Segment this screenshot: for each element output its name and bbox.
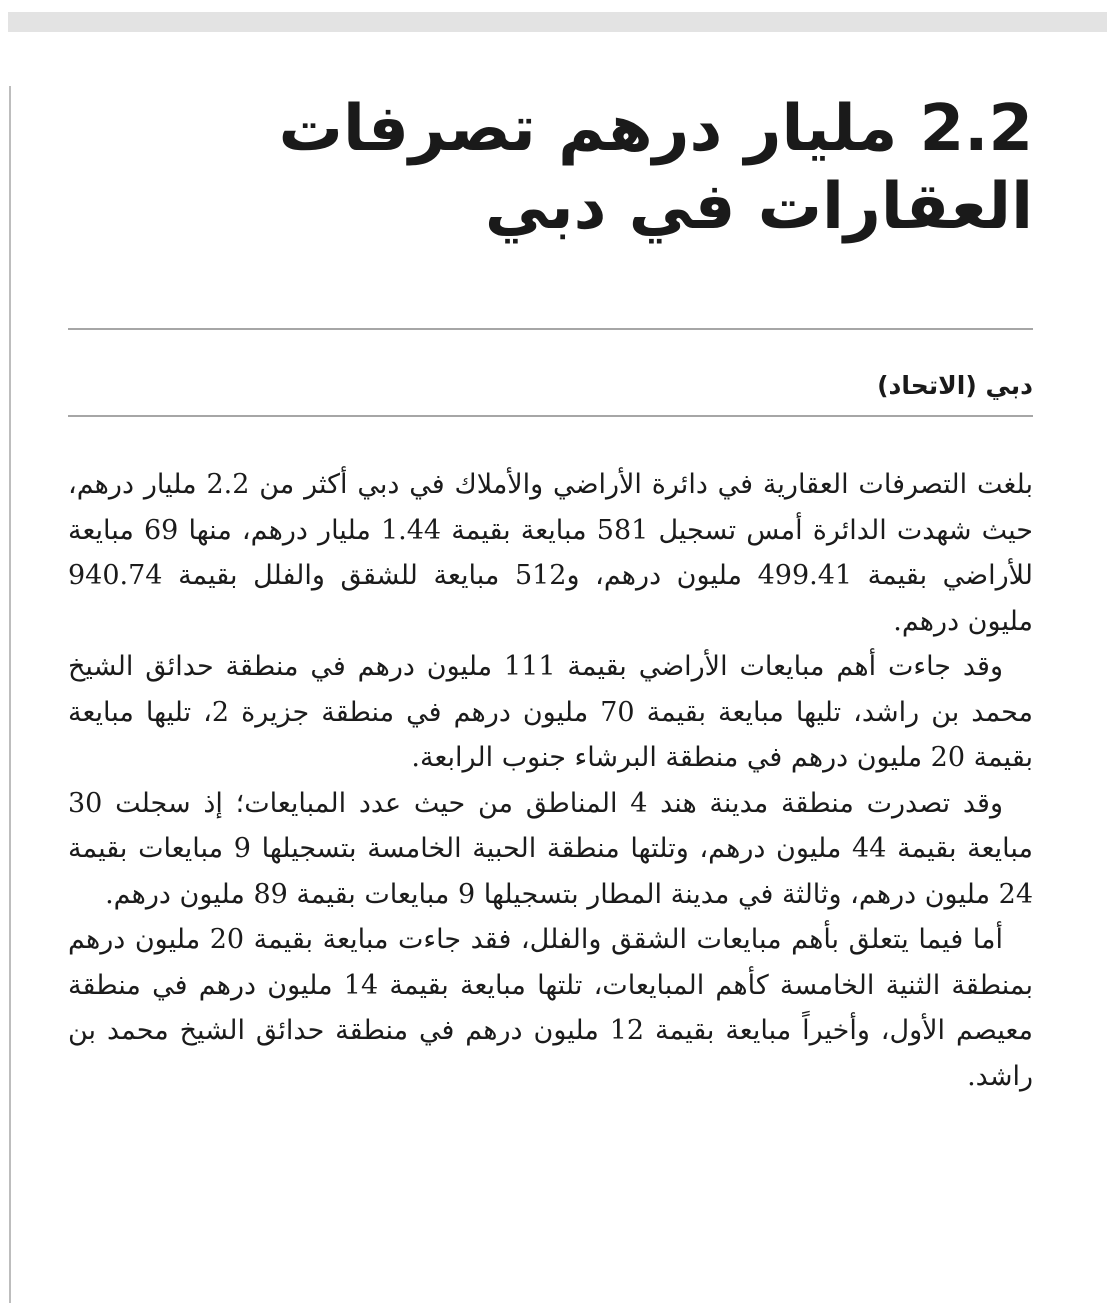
divider-bottom — [68, 415, 1033, 417]
paragraph-1: بلغت التصرفات العقارية في دائرة الأراضي والأملاك في دبي أكثر من 2.2 مليار درهم، حيث شهدت الدائرة أمس تسجيل 581 مبايعة بقيمة 1.44 مليار درهم، منها 69 مبايعة للأراضي بقيمة 499.41 مليون درهم، و512 مبايعة للشقق والفلل بقيمة 940.74 مليون درهم. — [68, 469, 1033, 637]
article-header — [68, 90, 1033, 246]
paragraph-4: أما فيما يتعلق بأهم مبايعات الشقق والفلل، فقد جاءت مبايعة بقيمة 20 مليون درهم بمنطقة الثنية الخامسة كأهم المبايعات، تلتها مبايعة بقيمة 14 مليون درهم في منطقة معيصم الأول، وأخيراً مبايعة بقيمة 12 مليون درهم في منطقة حدائق الشيخ محمد بن راشد. — [68, 924, 1033, 1092]
byline: دبي (الاتحاد) — [877, 371, 1033, 400]
article-body — [68, 462, 1033, 1099]
left-column-rule — [9, 86, 11, 1303]
divider-top — [68, 328, 1033, 330]
paragraph-2: وقد جاءت أهم مبايعات الأراضي بقيمة 111 مليون درهم في منطقة حدائق الشيخ محمد بن راشد، تليها مبايعة بقيمة 70 مليون درهم في منطقة جزيرة 2، تليها مبايعة بقيمة 20 مليون درهم في منطقة البرشاء جنوب الرابعة. — [68, 651, 1033, 773]
top-bar — [8, 12, 1107, 32]
headline — [68, 90, 1033, 246]
paragraph-3: وقد تصدرت منطقة مدينة هند 4 المناطق من حيث عدد المبايعات؛ إذ سجلت 30 مبايعة بقيمة 44 مليون درهم، وتلتها منطقة الحبية الخامسة بتسجيلها 9 مبايعات بقيمة 24 مليون درهم، وثالثة في مدينة المطار بتسجيلها 9 مبايعات بقيمة 89 مليون درهم. — [68, 787, 1033, 910]
headline-line-1: 2.2 مليار درهم تصرفات — [278, 92, 1033, 166]
headline-line-2: العقارات في دبي — [484, 170, 1033, 244]
